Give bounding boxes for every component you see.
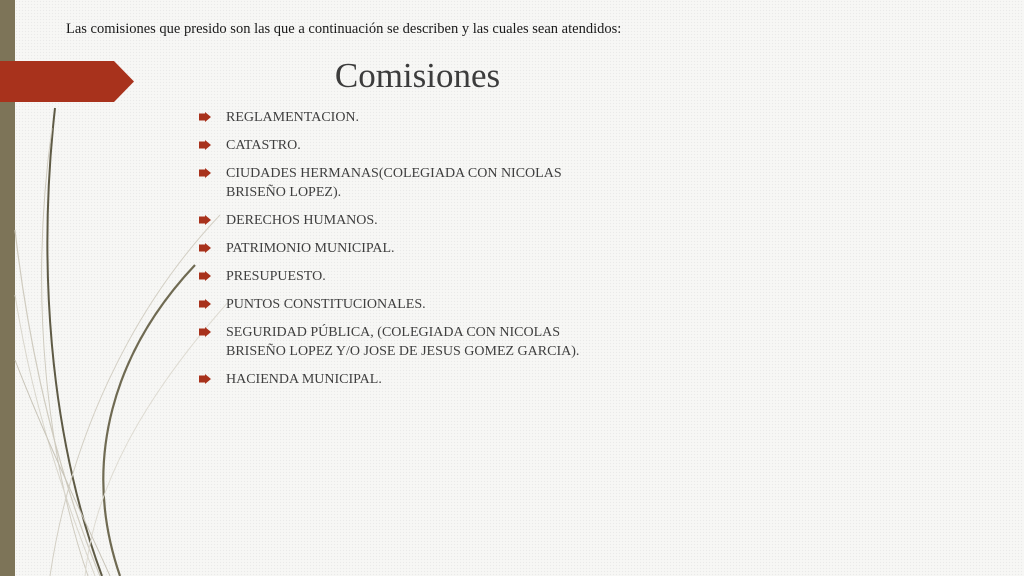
list-item-label: HACIENDA MUNICIPAL. (226, 372, 382, 387)
right-arrow-bullet-icon (199, 112, 211, 122)
list-item (199, 211, 639, 230)
list-item-label: PATRIMONIO MUNICIPAL. (226, 241, 395, 256)
list-item-label: CATASTRO. (226, 138, 301, 153)
list-item-label: PUNTOS CONSTITUCIONALES. (226, 297, 426, 312)
list-item (199, 370, 639, 389)
list-item (199, 164, 639, 202)
commissions-list (199, 108, 639, 398)
right-arrow-bullet-icon (199, 243, 211, 253)
right-arrow-bullet-icon (199, 215, 211, 225)
right-arrow-bullet-icon (199, 168, 211, 178)
list-item-label: PRESUPUESTO. (226, 269, 326, 284)
right-arrow-bullet-icon (199, 327, 211, 337)
list-item (199, 136, 639, 155)
list-item (199, 267, 639, 286)
slide-title: Comisiones (334, 56, 501, 95)
list-item (199, 323, 639, 361)
right-arrow-bullet-icon (199, 140, 211, 150)
right-arrow-bullet-icon (199, 374, 211, 384)
list-item-label: SEGURIDAD PÚBLICA, (COLEGIADA CON NICOLAS BRISEÑO LOPEZ Y/O JOSE DE JESUS GOMEZ GARCIA). (226, 325, 580, 359)
header-text: Las comisiones que presido son las que a continuación se describen y las cuales sean atendidos: (66, 21, 622, 37)
list-item (199, 295, 639, 314)
list-item-label: CIUDADES HERMANAS(COLEGIADA CON NICOLAS BRISEÑO LOPEZ). (226, 166, 562, 200)
list-item (199, 108, 639, 127)
list-item (199, 239, 639, 258)
list-item-label: REGLAMENTACION. (226, 110, 360, 125)
right-arrow-bullet-icon (199, 271, 211, 281)
list-item-label: DERECHOS HUMANOS. (226, 213, 378, 228)
right-arrow-bullet-icon (199, 299, 211, 309)
title-accent-tab (0, 61, 134, 102)
